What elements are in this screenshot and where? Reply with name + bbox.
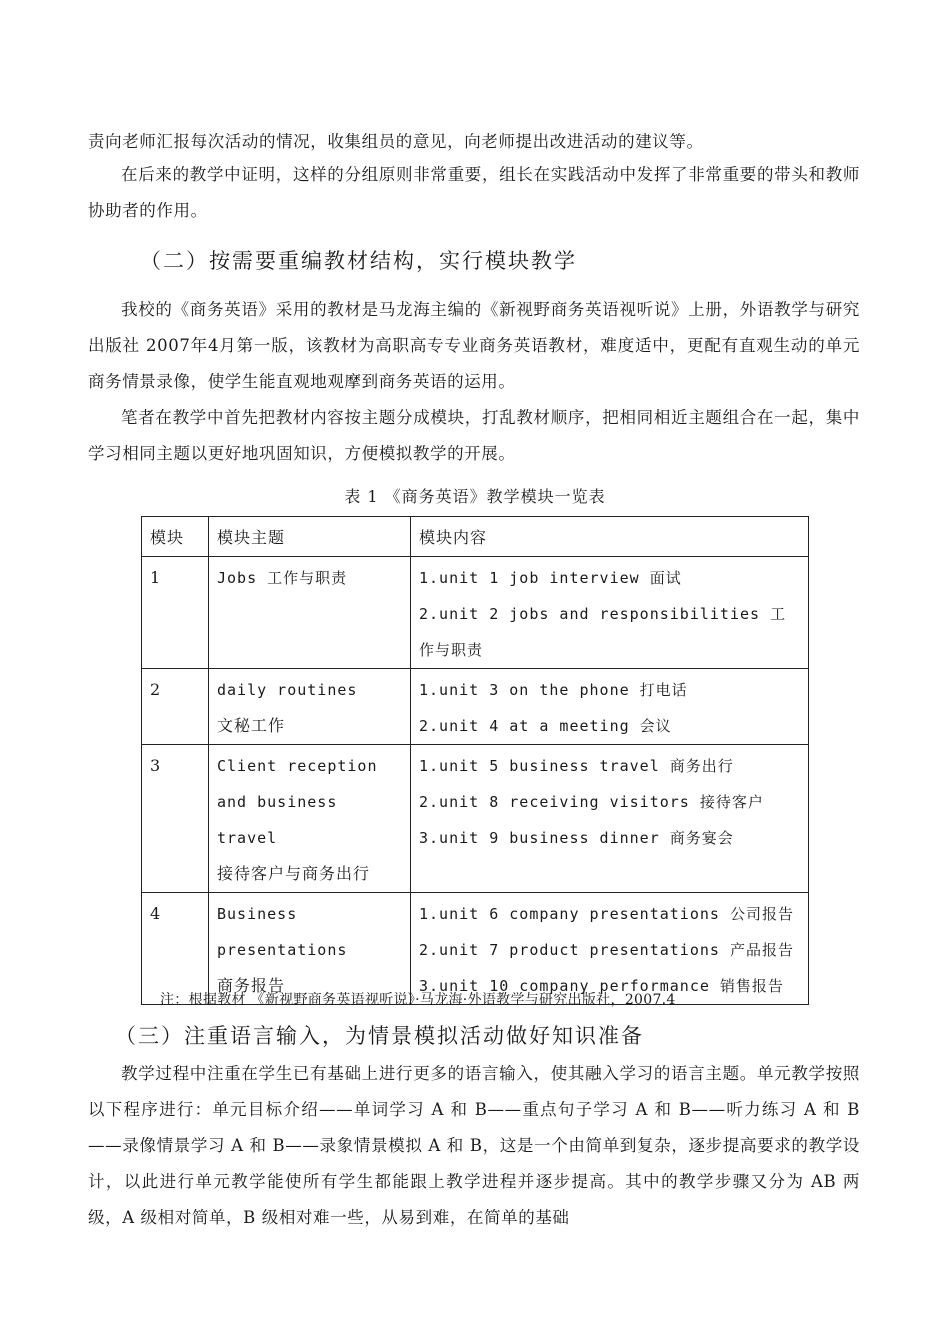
header-module: 模块 <box>142 517 209 557</box>
table-row <box>142 745 809 893</box>
module-content <box>411 893 809 1005</box>
content-line: 1.unit 1 job interview 面试 <box>419 569 682 587</box>
table-row <box>142 669 809 745</box>
module-id: 3 <box>142 745 209 893</box>
theme-line: daily routines <box>217 681 358 699</box>
module-id: 1 <box>142 557 209 669</box>
table-note: 注：根据教材 《新视野商务英语视听说》·马龙海·外语教学与研究出版社，2007.4 <box>160 992 676 1008</box>
content-line: 1.unit 3 on the phone 打电话 <box>419 681 688 699</box>
content-line: 2.unit 4 at a meeting 会议 <box>419 717 672 735</box>
content-line: 2.unit 7 product presentations 产品报告 <box>419 941 794 959</box>
content-line: 3.unit 10 company performance 销售报告 <box>419 977 784 995</box>
module-content <box>411 669 809 745</box>
theme-line: 商务报告 <box>217 976 286 995</box>
module-theme <box>209 669 411 745</box>
module-theme <box>209 893 411 1005</box>
theme-line: Jobs 工作与职责 <box>217 569 348 587</box>
table-row <box>142 557 809 669</box>
theme-line: 接待客户与商务出行 <box>217 864 371 883</box>
content-line: 3.unit 9 business dinner 商务宴会 <box>419 829 734 847</box>
paragraph-group-report: 责向老师汇报每次活动的情况，收集组员的意见，向老师提出改进活动的建议等。 <box>88 132 704 151</box>
theme-line: Business presentations <box>217 905 348 959</box>
module-content <box>411 557 809 669</box>
section-heading-2: （二）按需要重编教材结构，实行模块教学 <box>140 249 577 273</box>
module-theme <box>209 745 411 893</box>
header-content: 模块内容 <box>411 517 809 557</box>
content-line: 2.unit 2 jobs and responsibilities 工作与职责 <box>419 605 787 659</box>
paragraph-modules: 笔者在教学中首先把教材内容按主题分成模块，打乱教材顺序，把相同相近主题组合在一起，集中学习相同主题以更好地巩固知识，方便模拟教学的开展。 <box>88 408 860 463</box>
content-line: 1.unit 6 company presentations 公司报告 <box>419 905 794 923</box>
table-header-row <box>142 517 809 557</box>
content-line: 2.unit 8 receiving visitors 接待客户 <box>419 793 764 811</box>
table-caption: 表 1 《商务英语》教学模块一览表 <box>344 487 606 506</box>
header-theme: 模块主题 <box>209 517 411 557</box>
module-theme <box>209 557 411 669</box>
paragraph-language-input: 教学过程中注重在学生已有基础上进行更多的语言输入，使其融入学习的语言主题。单元教学按照以下程序进行：单元目标介绍——单词学习 A 和 B——重点句子学习 A 和 B——听力练习 A 和 B——录像情景学习 A 和 B——录象情景模拟 A 和 B，这是一个由简单到复杂，逐步提高要求的教学设计，以此进行单元教学能使所有学生都能跟上教学进程并逐步提高。其中的教学步骤又分为 AB 两级，A 级相对简单，B 级相对难一些，从易到难，在简单的基础 <box>88 1064 860 1227</box>
paragraph-grouping-principle: 在后来的教学中证明，这样的分组原则非常重要，组长在实践活动中发挥了非常重要的带头和教师协助者的作用。 <box>88 165 860 220</box>
module-id: 4 <box>142 893 209 1005</box>
paragraph-textbook: 我校的《商务英语》采用的教材是马龙海主编的《新视野商务英语视听说》上册，外语教学与研究出版社 2007年4月第一版，该教材为高职高专专业商务英语教材，难度适中，更配有直观生动的单元商务情景录像，使学生能直观地观摩到商务英语的运用。 <box>88 300 860 391</box>
module-table <box>141 516 809 1005</box>
module-id: 2 <box>142 669 209 745</box>
theme-line: Client reception and business travel <box>217 757 378 847</box>
theme-line: 文秘工作 <box>217 716 286 735</box>
content-line: 1.unit 5 business travel 商务出行 <box>419 757 734 775</box>
section-heading-3: （三）注重语言输入，为情景模拟活动做好知识准备 <box>115 1024 644 1048</box>
table-row <box>142 893 809 1005</box>
module-content <box>411 745 809 893</box>
